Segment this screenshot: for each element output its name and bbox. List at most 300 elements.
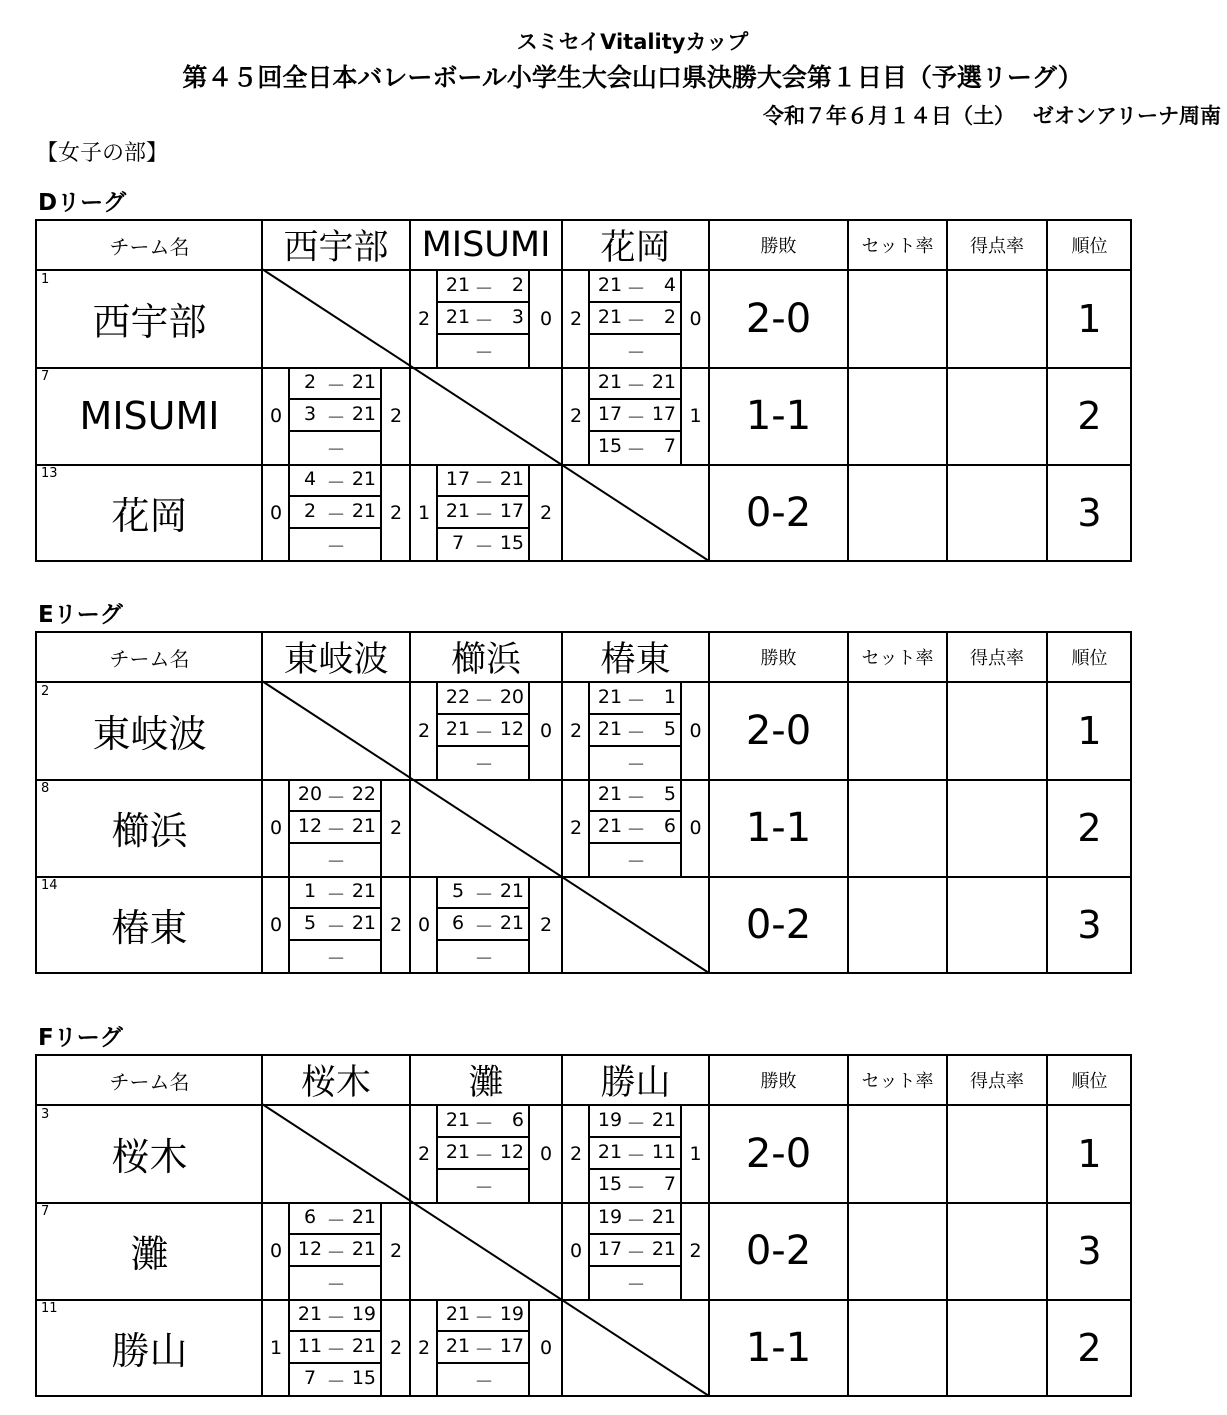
- set-score-opponent: 5: [663, 783, 676, 805]
- set-score-opponent: 7: [663, 1173, 676, 1195]
- sets-lost: 0: [689, 307, 702, 330]
- rank: 1: [1077, 708, 1102, 753]
- set-ratio-cell: [848, 464, 947, 561]
- set-scores-box: [288, 1299, 382, 1396]
- seed-number: 8: [41, 781, 50, 796]
- set-ratio-cell: [848, 876, 947, 973]
- set-score-team: 17: [597, 1238, 623, 1260]
- sets-won: 1: [417, 501, 431, 524]
- set-score: [290, 367, 380, 399]
- team-name: 灘: [130, 1232, 169, 1276]
- set-score-opponent: 15: [351, 1367, 376, 1389]
- sets-lost: 0: [689, 719, 702, 742]
- set-score: [290, 876, 380, 908]
- set-score-dash: －: [474, 1307, 494, 1329]
- point-ratio-cell: [947, 464, 1047, 561]
- sets-won: 2: [569, 1142, 583, 1165]
- set-score-dash: －: [474, 504, 494, 526]
- header-win-loss: 勝敗: [760, 648, 797, 669]
- set-score-dash: －: [474, 916, 494, 938]
- sets-lost: 2: [539, 913, 553, 936]
- header-team-name: チーム名: [109, 646, 190, 671]
- set-score: [438, 908, 528, 940]
- set-score-dash: －: [626, 1210, 646, 1232]
- point-ratio-cell: [947, 779, 1047, 876]
- set-score: [590, 1234, 680, 1266]
- sets-lost: 2: [389, 501, 403, 524]
- set-score: [290, 399, 380, 431]
- set-score-opponent: 21: [651, 1206, 676, 1228]
- rank: 1: [1077, 1131, 1102, 1176]
- sets-lost: 2: [389, 913, 403, 936]
- set-score-team: 21: [597, 686, 623, 708]
- seed-number: 7: [41, 369, 50, 384]
- set-score-dash: －: [474, 754, 494, 776]
- header-rank: 順位: [1071, 236, 1108, 257]
- team-row: [37, 270, 1130, 367]
- set-score: [438, 876, 528, 908]
- win-loss-record: 1-1: [745, 392, 812, 439]
- header-set-ratio: セット率: [861, 236, 934, 257]
- win-loss-record: 0-2: [745, 901, 812, 948]
- sets-won: 2: [417, 1142, 431, 1165]
- set-score-opponent: 19: [351, 1303, 376, 1325]
- set-score-opponent: 21: [499, 880, 524, 902]
- set-ratio-cell: [848, 1202, 947, 1299]
- header-opponent-name: 櫛浜: [450, 640, 521, 680]
- set-score: [290, 843, 380, 875]
- set-score-dash: －: [474, 1339, 494, 1361]
- header-opponent-name: 東岐波: [283, 640, 389, 680]
- set-score-dash: －: [626, 439, 646, 461]
- set-score: [438, 1331, 528, 1363]
- set-score-opponent: 21: [351, 1238, 376, 1260]
- league-table: [35, 219, 1132, 562]
- sets-won: 2: [569, 307, 583, 330]
- team-name: 椿東: [111, 906, 188, 950]
- sets-lost: 2: [389, 404, 403, 427]
- set-score: [590, 779, 680, 811]
- set-score-team: 21: [597, 1141, 623, 1163]
- set-score: [590, 431, 680, 463]
- set-score-team: 21: [597, 815, 623, 837]
- set-scores-box: [588, 682, 682, 779]
- set-score-dash: －: [326, 819, 346, 841]
- set-score-dash: －: [326, 439, 346, 461]
- set-scores-box: [436, 682, 530, 779]
- set-score-opponent: 6: [511, 1109, 524, 1131]
- set-score-opponent: 21: [351, 912, 376, 934]
- sets-lost: 0: [539, 1336, 553, 1359]
- set-score-dash: －: [474, 472, 494, 494]
- set-score-team: 21: [445, 500, 471, 522]
- set-score: [290, 431, 380, 463]
- header-opponent-name: MISUMI: [421, 225, 551, 265]
- set-score: [590, 1169, 680, 1201]
- set-score-team: 6: [451, 912, 465, 934]
- set-score: [590, 302, 680, 334]
- set-score-dash: －: [326, 851, 346, 873]
- rank: 2: [1077, 805, 1102, 850]
- set-score-team: 11: [297, 1335, 323, 1357]
- set-score: [290, 1202, 380, 1234]
- set-score: [590, 334, 680, 366]
- set-score-dash: －: [626, 375, 646, 397]
- team-name: 西宇部: [92, 300, 207, 344]
- date-venue: 令和７年６月１４日（土） ゼオンアリーナ周南: [763, 104, 1221, 128]
- set-score-dash: －: [474, 690, 494, 712]
- set-score-opponent: 6: [663, 815, 676, 837]
- set-score: [290, 908, 380, 940]
- header-rank: 順位: [1071, 1071, 1108, 1092]
- sets-lost: 2: [539, 501, 553, 524]
- rank: 3: [1077, 490, 1102, 535]
- set-score: [590, 1137, 680, 1169]
- set-score-team: 21: [597, 306, 623, 328]
- set-score-opponent: 5: [663, 718, 676, 740]
- set-score-team: 2: [303, 500, 317, 522]
- set-score-opponent: 2: [663, 306, 676, 328]
- league-table: [35, 1054, 1132, 1397]
- set-score-dash: －: [326, 1242, 346, 1264]
- set-ratio-cell: [848, 270, 947, 367]
- seed-number: 14: [41, 878, 58, 893]
- set-score-team: 22: [445, 686, 471, 708]
- set-scores-box: [288, 779, 382, 876]
- sets-won: 0: [569, 1239, 583, 1262]
- team-name: 花岡: [111, 494, 188, 538]
- seed-number: 3: [41, 1107, 50, 1122]
- set-score-team: 5: [303, 912, 317, 934]
- win-loss-record: 2-0: [745, 707, 812, 754]
- set-score-team: 21: [445, 1141, 471, 1163]
- sets-won: 2: [417, 719, 431, 742]
- league-title: Eリーグ: [38, 602, 123, 628]
- seed-number: 2: [41, 684, 50, 699]
- set-score: [438, 1137, 528, 1169]
- set-score-dash: －: [474, 1177, 494, 1199]
- set-score-team: 21: [445, 1335, 471, 1357]
- set-score-dash: －: [326, 1210, 346, 1232]
- set-score: [590, 1266, 680, 1298]
- set-ratio-cell: [848, 779, 947, 876]
- set-score-opponent: 17: [499, 1335, 524, 1357]
- set-score: [290, 940, 380, 972]
- header-opponent-name: 勝山: [600, 1063, 671, 1103]
- set-score-opponent: 21: [351, 371, 376, 393]
- set-score-team: 12: [297, 815, 323, 837]
- set-score-opponent: 21: [651, 1238, 676, 1260]
- set-score-opponent: 21: [351, 1206, 376, 1228]
- set-score-dash: －: [626, 722, 646, 744]
- seed-number: 1: [41, 272, 50, 287]
- set-scores-box: [588, 270, 682, 367]
- set-score-dash: －: [326, 916, 346, 938]
- rank: 3: [1077, 902, 1102, 947]
- set-score-team: 21: [597, 783, 623, 805]
- set-score-dash: －: [626, 1177, 646, 1199]
- set-score: [290, 779, 380, 811]
- set-score-opponent: 4: [663, 274, 676, 296]
- team-name: 櫛浜: [111, 809, 188, 853]
- header-opponent-name: 花岡: [600, 228, 671, 268]
- set-score-team: 21: [445, 1303, 471, 1325]
- set-score-opponent: 2: [511, 274, 524, 296]
- set-score: [590, 367, 680, 399]
- header-rank: 順位: [1071, 648, 1108, 669]
- sets-won: 2: [569, 719, 583, 742]
- set-score: [590, 811, 680, 843]
- set-score-dash: －: [326, 536, 346, 558]
- set-scores-box: [288, 464, 382, 561]
- set-score-team: 17: [597, 403, 623, 425]
- win-loss-record: 2-0: [745, 1130, 812, 1177]
- set-score-dash: －: [326, 472, 346, 494]
- set-score-team: 19: [597, 1206, 623, 1228]
- set-score-opponent: 21: [499, 468, 524, 490]
- set-score: [290, 1363, 380, 1395]
- sets-won: 2: [569, 816, 583, 839]
- set-score-dash: －: [326, 948, 346, 970]
- set-score-dash: －: [474, 948, 494, 970]
- set-ratio-cell: [848, 1299, 947, 1396]
- set-score-dash: －: [474, 1113, 494, 1135]
- sets-won: 2: [417, 307, 431, 330]
- set-score: [290, 1299, 380, 1331]
- win-loss-record: 0-2: [745, 489, 812, 536]
- header-opponent-name: 椿東: [600, 640, 671, 680]
- rank: 1: [1077, 296, 1102, 341]
- set-score-opponent: 17: [499, 500, 524, 522]
- set-score: [438, 1169, 528, 1201]
- set-score-team: 21: [597, 371, 623, 393]
- set-score: [290, 1266, 380, 1298]
- set-score-team: 15: [597, 435, 623, 457]
- set-score: [438, 1105, 528, 1137]
- set-scores-box: [436, 464, 530, 561]
- set-score: [438, 682, 528, 714]
- set-score: [438, 528, 528, 560]
- set-score-dash: －: [626, 754, 646, 776]
- header-win-loss: 勝敗: [760, 1071, 797, 1092]
- set-score-team: 7: [451, 532, 465, 554]
- set-score-dash: －: [474, 1371, 494, 1393]
- set-score-dash: －: [626, 1242, 646, 1264]
- set-score: [290, 1331, 380, 1363]
- set-score-dash: －: [626, 278, 646, 300]
- header-win-loss: 勝敗: [760, 236, 797, 257]
- set-score-dash: －: [626, 787, 646, 809]
- header-opponent-name: 西宇部: [283, 228, 389, 268]
- set-score: [438, 714, 528, 746]
- set-score-opponent: 7: [663, 435, 676, 457]
- set-score-dash: －: [326, 407, 346, 429]
- set-score-dash: －: [474, 722, 494, 744]
- set-score-opponent: 15: [499, 532, 524, 554]
- header-opponent-name: 灘: [468, 1063, 504, 1103]
- set-score: [438, 746, 528, 778]
- set-score-dash: －: [626, 1274, 646, 1296]
- set-score: [590, 1202, 680, 1234]
- rank: 3: [1077, 1228, 1102, 1273]
- team-row: [37, 464, 1130, 561]
- header-point-ratio: 得点率: [970, 236, 1024, 257]
- set-score-dash: －: [326, 1371, 346, 1393]
- team-row: [37, 367, 1130, 464]
- set-scores-box: [436, 1299, 530, 1396]
- set-score-opponent: 1: [663, 686, 676, 708]
- point-ratio-cell: [947, 270, 1047, 367]
- team-name: MISUMI: [79, 393, 220, 438]
- team-row: [37, 876, 1130, 973]
- set-score: [438, 940, 528, 972]
- set-score-opponent: 17: [651, 403, 676, 425]
- win-loss-record: 2-0: [745, 295, 812, 342]
- set-score: [590, 843, 680, 875]
- sets-won: 0: [269, 404, 283, 427]
- set-score-team: 6: [303, 1206, 317, 1228]
- set-score-dash: －: [626, 819, 646, 841]
- tournament-title: 第４５回全日本バレーボール小学生大会山口県決勝大会第１日目（予選リーグ）: [182, 63, 1083, 92]
- set-score-team: 21: [445, 1109, 471, 1131]
- set-score-dash: －: [326, 1307, 346, 1329]
- division-label: 【女子の部】: [36, 141, 169, 166]
- set-score-dash: －: [626, 310, 646, 332]
- tournament-sponsor-title: スミセイVitalityカップ: [516, 30, 749, 54]
- set-score-opponent: 3: [511, 306, 524, 328]
- set-score-team: 3: [303, 403, 317, 425]
- set-score: [590, 746, 680, 778]
- set-score-dash: －: [326, 1339, 346, 1361]
- set-score-team: 20: [297, 783, 323, 805]
- set-score: [290, 1234, 380, 1266]
- team-row: [37, 1202, 1130, 1299]
- point-ratio-cell: [947, 682, 1047, 779]
- sets-won: 0: [269, 501, 283, 524]
- team-row: [37, 1105, 1130, 1202]
- set-score: [590, 1105, 680, 1137]
- set-score: [438, 302, 528, 334]
- set-score: [438, 464, 528, 496]
- set-score-dash: －: [326, 884, 346, 906]
- set-score-dash: －: [626, 1113, 646, 1135]
- set-score-opponent: 21: [351, 500, 376, 522]
- set-score-opponent: 21: [351, 880, 376, 902]
- set-score-opponent: 20: [499, 686, 524, 708]
- set-score-dash: －: [474, 884, 494, 906]
- sets-lost: 2: [389, 816, 403, 839]
- set-score-opponent: 21: [499, 912, 524, 934]
- set-score: [438, 334, 528, 366]
- sets-won: 0: [269, 1239, 283, 1262]
- set-score-team: 21: [597, 718, 623, 740]
- set-score-team: 4: [303, 468, 317, 490]
- set-score-opponent: 21: [351, 468, 376, 490]
- set-score-dash: －: [326, 787, 346, 809]
- sets-lost: 1: [689, 1142, 702, 1165]
- seed-number: 13: [41, 466, 58, 481]
- point-ratio-cell: [947, 876, 1047, 973]
- set-scores-box: [288, 876, 382, 973]
- rank: 2: [1077, 393, 1102, 438]
- set-score-team: 2: [303, 371, 317, 393]
- set-score-dash: －: [626, 342, 646, 364]
- set-score-team: 21: [597, 274, 623, 296]
- win-loss-record: 1-1: [745, 1324, 812, 1371]
- set-score-dash: －: [474, 278, 494, 300]
- set-score-opponent: 21: [651, 1109, 676, 1131]
- sets-won: 0: [269, 913, 283, 936]
- header-point-ratio: 得点率: [970, 1071, 1024, 1092]
- sets-lost: 1: [689, 404, 702, 427]
- header-set-ratio: セット率: [861, 1071, 934, 1092]
- team-name: 桜木: [111, 1135, 188, 1179]
- seed-number: 7: [41, 1204, 50, 1219]
- team-name: 勝山: [111, 1329, 188, 1373]
- win-loss-record: 1-1: [745, 804, 812, 851]
- set-score-opponent: 11: [651, 1141, 676, 1163]
- sets-lost: 2: [389, 1336, 403, 1359]
- league-table: [35, 631, 1132, 974]
- win-loss-record: 0-2: [745, 1227, 812, 1274]
- sets-won: 2: [417, 1336, 431, 1359]
- set-score-team: 21: [445, 306, 471, 328]
- set-ratio-cell: [848, 682, 947, 779]
- set-score-dash: －: [474, 310, 494, 332]
- set-score: [438, 496, 528, 528]
- set-scores-box: [588, 1105, 682, 1202]
- set-score-team: 17: [445, 468, 471, 490]
- set-score: [290, 811, 380, 843]
- set-score: [290, 464, 380, 496]
- set-score-opponent: 12: [499, 718, 524, 740]
- set-score: [590, 714, 680, 746]
- set-scores-box: [288, 367, 382, 464]
- sets-lost: 0: [539, 307, 553, 330]
- sets-won: 0: [269, 816, 283, 839]
- set-score-team: 15: [597, 1173, 623, 1195]
- set-score-team: 7: [303, 1367, 317, 1389]
- set-score-dash: －: [474, 536, 494, 558]
- set-score: [438, 1299, 528, 1331]
- team-row: [37, 1299, 1130, 1396]
- set-score: [590, 399, 680, 431]
- set-scores-box: [288, 1202, 382, 1299]
- set-score: [438, 1363, 528, 1395]
- seed-number: 11: [41, 1301, 58, 1316]
- set-score-dash: －: [626, 1145, 646, 1167]
- sets-lost: 2: [689, 1239, 702, 1262]
- set-score-dash: －: [626, 851, 646, 873]
- set-score: [290, 496, 380, 528]
- set-score-opponent: 21: [651, 371, 676, 393]
- sets-lost: 0: [539, 1142, 553, 1165]
- set-score-team: 5: [451, 880, 465, 902]
- point-ratio-cell: [947, 367, 1047, 464]
- sets-won: 1: [269, 1336, 283, 1359]
- set-score-dash: －: [326, 375, 346, 397]
- set-score-dash: －: [626, 690, 646, 712]
- set-score-dash: －: [474, 342, 494, 364]
- set-score-dash: －: [326, 1274, 346, 1296]
- league-title: Fリーグ: [38, 1025, 123, 1051]
- sets-lost: 0: [689, 816, 702, 839]
- set-score-team: 21: [445, 718, 471, 740]
- set-scores-box: [588, 779, 682, 876]
- point-ratio-cell: [947, 1105, 1047, 1202]
- set-score-opponent: 19: [499, 1303, 524, 1325]
- sets-lost: 0: [539, 719, 553, 742]
